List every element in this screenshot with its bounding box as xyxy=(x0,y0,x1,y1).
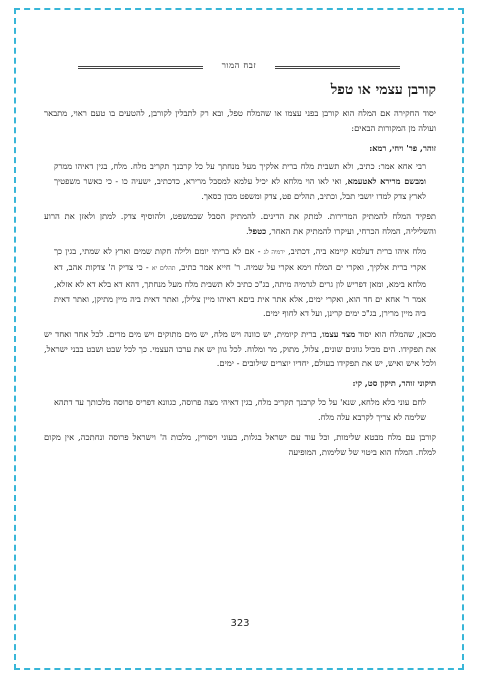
quote1-emphasis: ומבשם מרירא לאטעמא xyxy=(347,175,426,186)
commentary-paragraph-3: קורבן עם מלח מבטא שלימות, וכל עוד עם ישראל בגלות, בעוני ויסורין, מלכות ה' וישראל פרוסה ונחתכה, אין מקום למלח. המלח הוא ביטוי של שלימות, המופיעה xyxy=(44,432,436,457)
commentary-paragraph-1 xyxy=(44,209,436,239)
tikkunei-quote: לחם עוני בלא מלחא, שנא' על כל קרבנך תקריב מלח, בגין דאיהי מצה פרוסה, כגוונא דפריס פרוסה מלכותך עד דתהא שלימה לא צריך לקרבא עלה מלח. xyxy=(54,396,426,422)
para3-text-a: מכאן, שהמלח הוא יסוד xyxy=(355,328,437,339)
page-content xyxy=(44,80,436,465)
source-citation-zohar: זוהר, פר' ויחי, רמא: xyxy=(369,142,436,153)
quote1-text-b: , ואי לאו הוי מלחא לא יכיל עלמא למסבל מרירא, כדכתיב, ישעיה כו - כי כאשר משפטיך לארץ צדק למדו יושבי תבל, וכתיב, תהלים פט, צדק ומשפט מכון כסאך. xyxy=(54,175,426,201)
quote2-ref-psalms: תהלים יא xyxy=(151,265,176,273)
quote2-text-c: - כי צדיק ה' צדקות אהב, דא מלחא בימא, ומאן דפריש לון גרים לגרמיה מיתה, בג"כ כתיב לא תשבית מלח מעל מנחתך, דהא דא בלא דא לא אזלא, אמר ר' אחא ים חד הוא, ואקרי ימים, אלא אתר אית ביםא דאיהו מיין צלילן, ואתר דאית ביה מיין מתיקן, ואתר דאית ביה מיין מרירן, בג"כ ימים קרינן, ועל דא לחוף ימים. xyxy=(54,262,426,319)
para2-text-b: . xyxy=(245,225,249,236)
header-rule-right xyxy=(275,66,400,69)
running-header xyxy=(78,60,400,74)
para2-emphasis: כטפל xyxy=(248,225,267,236)
quote2-text-a: מלח איהו ברית דעלמא קיימא ביה, דכתיב, xyxy=(284,245,426,256)
para2-text-a: תפקיד המלח להמתיק המרירות. למתק את הדינים. להמתיק הסבל שבמשפט, ולהוסיף צדק. למתן ולאזן את הרוע והשליליה, המלח הכרחי, ועיקרו להמתיק את האחר, xyxy=(44,211,436,236)
zohar-quote-1 xyxy=(54,159,426,203)
quote2-ref-jeremiah: ירמיה לג xyxy=(263,248,285,256)
source-citation-tikkunei: תיקוני זוהר, תיקון סט, קי: xyxy=(352,378,436,389)
para3-emphasis: מצד עצמו xyxy=(322,328,356,339)
header-title: זבח המור xyxy=(221,61,257,71)
quote1-text-a: רבי אחא אמר: כתיב, ולא תשבית מלח ברית אלקיך מעל מנחתך על כל קרבנך תקריב מלח. מלח, בגין דאיהו ממרק xyxy=(54,161,426,172)
page-number: 323 xyxy=(230,618,250,629)
section-heading: קורבן עצמי או טפל xyxy=(330,82,436,98)
commentary-paragraph-2 xyxy=(44,327,436,371)
quote2-text-b: - אם לא בריתי יומם ולילה חקות שמים וארץ לא שמתי, בגין כך אקרי ברית אלקיך, ואקרי ים המלח וימא אקרי על שמיה. ר' חייא אמר כתיב, xyxy=(54,245,427,273)
intro-paragraph: יסוד החקירה אם המלח הוא קורבן בפני עצמו או שהמלח טפל, ובא רק לתבלין לקורבן, להטעים בו טעם ראוי, מתבאר ועולה מן המקורות הבאים: xyxy=(44,108,436,133)
zohar-quote-2 xyxy=(54,244,426,321)
para3-text-b: , ברית קיומית, יש כוונה ויש מלח, יש מים מתוקים ויש מים מרים. לכל אחד ואחד יש את תפקידו. הים מכיל גוונים שונים, צלול, מתוק, מר ומלוח. לכל גוון יש את ערכו העצמי. כך לכל שבט ושבט בבני ישראל, ולכל איש ואיש, יש את תפקידו בעולם, יחדיו יוצרים שילובים - ימים. xyxy=(44,328,436,369)
